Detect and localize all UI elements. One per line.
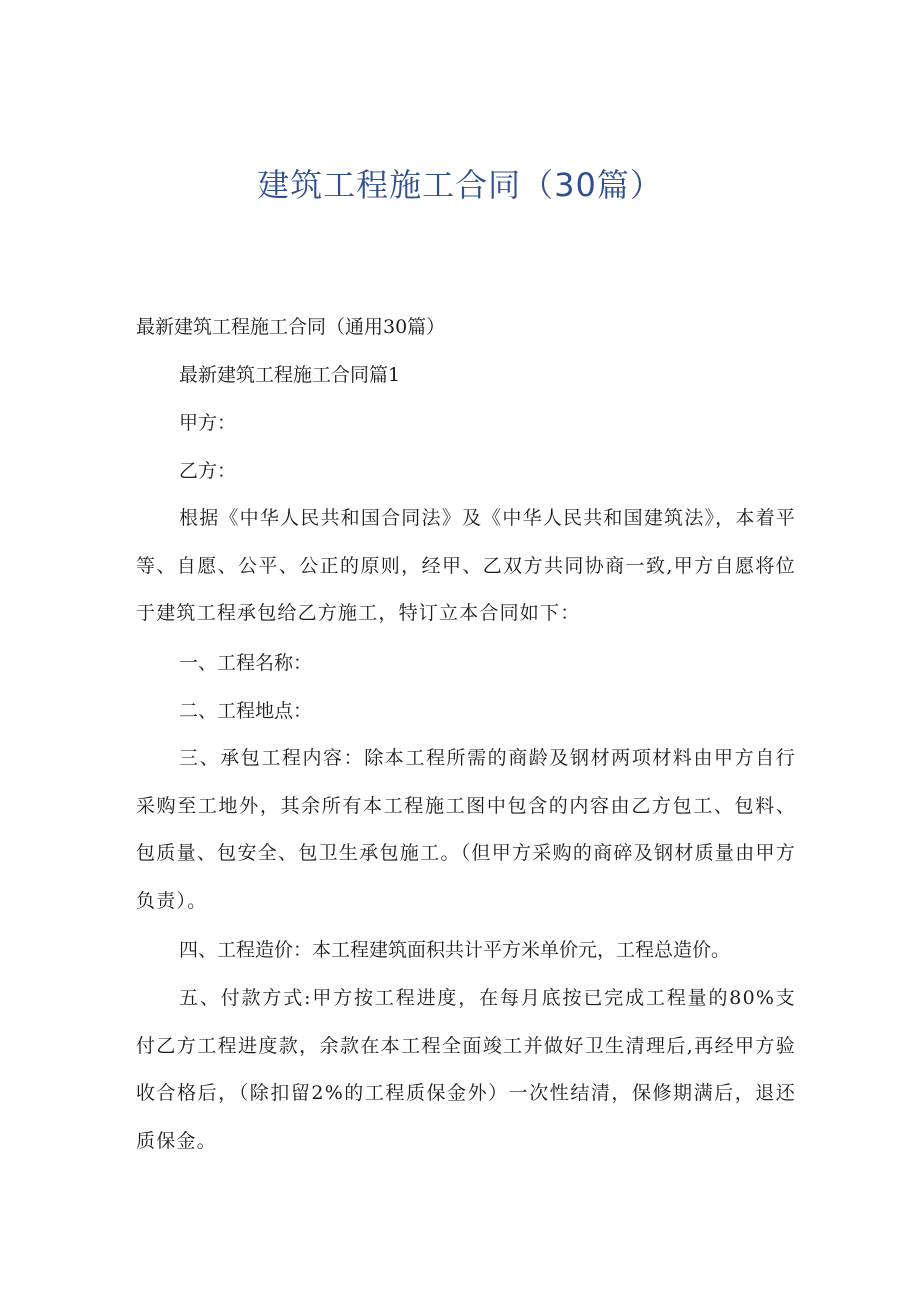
section-heading: 最新建筑工程施工合同篇1: [179, 364, 401, 386]
clause-contract-scope: 三、承包工程内容：除本工程所需的商龄及钢材两项材料由甲方自行采购至工地外，其余所有本工程施工图中包含的内容由乙方包工、包料、包质量、包安全、包卫生承包施工。（但甲方采购的商碎及钢材质量由甲方负责）。: [136, 747, 796, 912]
intro-paragraph: 根据《中华人民共和国合同法》及《中华人民共和国建筑法》，本着平等、自愿、公平、公正的原则，经甲、乙双方共同协商一致,甲方自愿将位于建筑工程承包给乙方施工，特订立本合同如下：: [136, 507, 796, 624]
clause-payment-method: 五、付款方式:甲方按工程进度，在每月底按已完成工程量的80%支付乙方工程进度款，余款在本工程全面竣工并做好卫生清理后,再经甲方验收合格后，（除扣留2%的工程质保金外）一次性结清，保修期满后，退还质保金。: [136, 987, 796, 1152]
party-b-label: 乙方：: [179, 460, 237, 482]
party-a-label: 甲方：: [179, 412, 237, 434]
clause-project-location: 二、工程地点：: [179, 700, 313, 722]
document-title: 建筑工程施工合同（30篇）: [257, 166, 663, 204]
clause-project-name: 一、工程名称：: [179, 652, 313, 674]
document-subtitle: 最新建筑工程施工合同（通用30篇）: [136, 316, 446, 338]
clause-project-cost: 四、工程造价：本工程建筑面积共计平方米单价元，工程总造价。: [179, 939, 731, 961]
